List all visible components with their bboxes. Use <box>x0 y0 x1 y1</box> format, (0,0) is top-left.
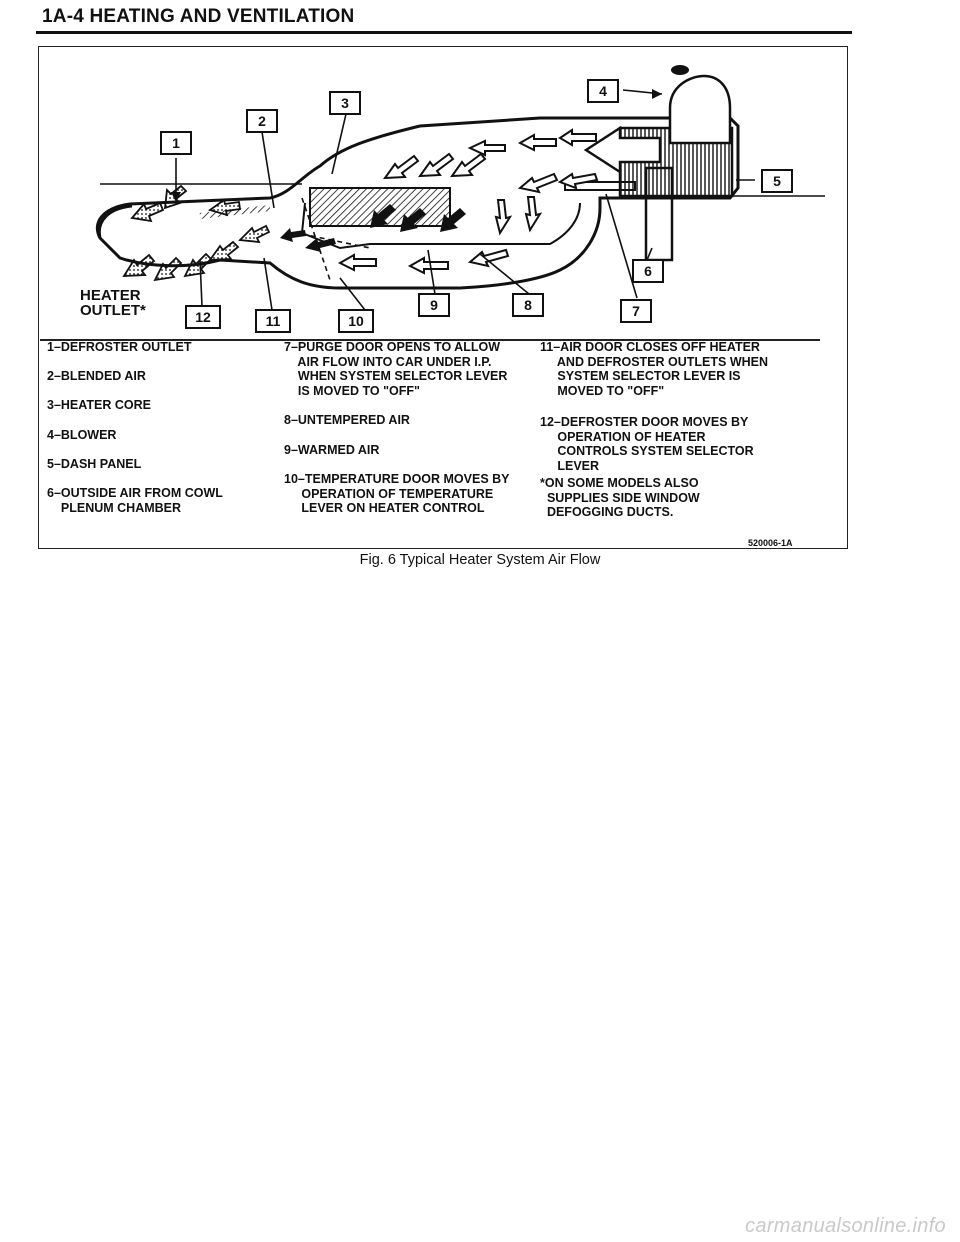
callout4-arrowhead <box>652 89 662 99</box>
legend-item-3: 3–HEATER CORE <box>47 398 151 412</box>
header-rule <box>36 31 852 34</box>
callout-2: 2 <box>258 113 266 129</box>
heater-outlet-line1: HEATER <box>80 287 141 304</box>
page-title: 1A-4 HEATING AND VENTILATION <box>42 6 355 27</box>
heater-outlet-label <box>80 287 146 319</box>
heater-outlet-line2: OUTLET* <box>80 302 146 319</box>
defroster-nozzle <box>99 206 132 238</box>
blower-cap <box>671 65 689 75</box>
callout-8: 8 <box>524 297 532 313</box>
blower-motor <box>670 76 730 143</box>
watermark: carmanualsonline.info <box>745 1215 946 1237</box>
legend-column-1 <box>47 340 277 520</box>
callout-11: 11 <box>265 313 281 329</box>
callout-3: 3 <box>341 95 349 111</box>
legend-item-1: 1–DEFROSTER OUTLET <box>47 340 192 354</box>
legend-item-6: 6–OUTSIDE AIR FROM COWL PLENUM CHAMBER <box>47 486 223 515</box>
legend-item-5: 5–DASH PANEL <box>47 457 142 471</box>
legend-item-10: 10–TEMPERATURE DOOR MOVES BY OPERATION OF TEMPERATURE LEVER ON HEATER CONTROL <box>284 472 510 515</box>
legend-column-2 <box>284 340 544 520</box>
figure-caption: Fig. 6 Typical Heater System Air Flow <box>359 552 601 568</box>
callout-12: 12 <box>195 309 211 325</box>
legend-item-7: 7–PURGE DOOR OPENS TO ALLOW AIR FLOW INTO CAR UNDER I.P. WHEN SYSTEM SELECTOR LEVER IS MOVED TO "OFF" <box>284 340 508 398</box>
callout-6: 6 <box>644 263 652 279</box>
legend-column-3 <box>540 340 830 520</box>
legend-item-9: 9–WARMED AIR <box>284 443 380 457</box>
legend-item-11: 11–AIR DOOR CLOSES OFF HEATER AND DEFROSTER OUTLETS WHEN SYSTEM SELECTOR LEVER IS MOVED TO "OFF" <box>540 340 769 398</box>
callout-1: 1 <box>172 135 180 151</box>
heater-airflow-diagram <box>40 48 846 340</box>
figure-id: 520006-1A <box>748 538 793 548</box>
legend-item-4: 4–BLOWER <box>47 428 117 442</box>
legend-item-2: 2–BLENDED AIR <box>47 369 146 383</box>
legend-footnote: *ON SOME MODELS ALSO SUPPLIES SIDE WINDOW DEFOGGING DUCTS. <box>540 476 700 519</box>
callout-9: 9 <box>430 297 438 313</box>
legend-item-12: 12–DEFROSTER DOOR MOVES BY OPERATION OF HEATER CONTROLS SYSTEM SELECTOR LEVER <box>540 415 754 473</box>
callout-10: 10 <box>348 313 364 329</box>
legend-item-8: 8–UNTEMPERED AIR <box>284 413 410 427</box>
callout-4: 4 <box>599 83 607 99</box>
callout-7: 7 <box>632 303 640 319</box>
callout-5: 5 <box>773 173 781 189</box>
